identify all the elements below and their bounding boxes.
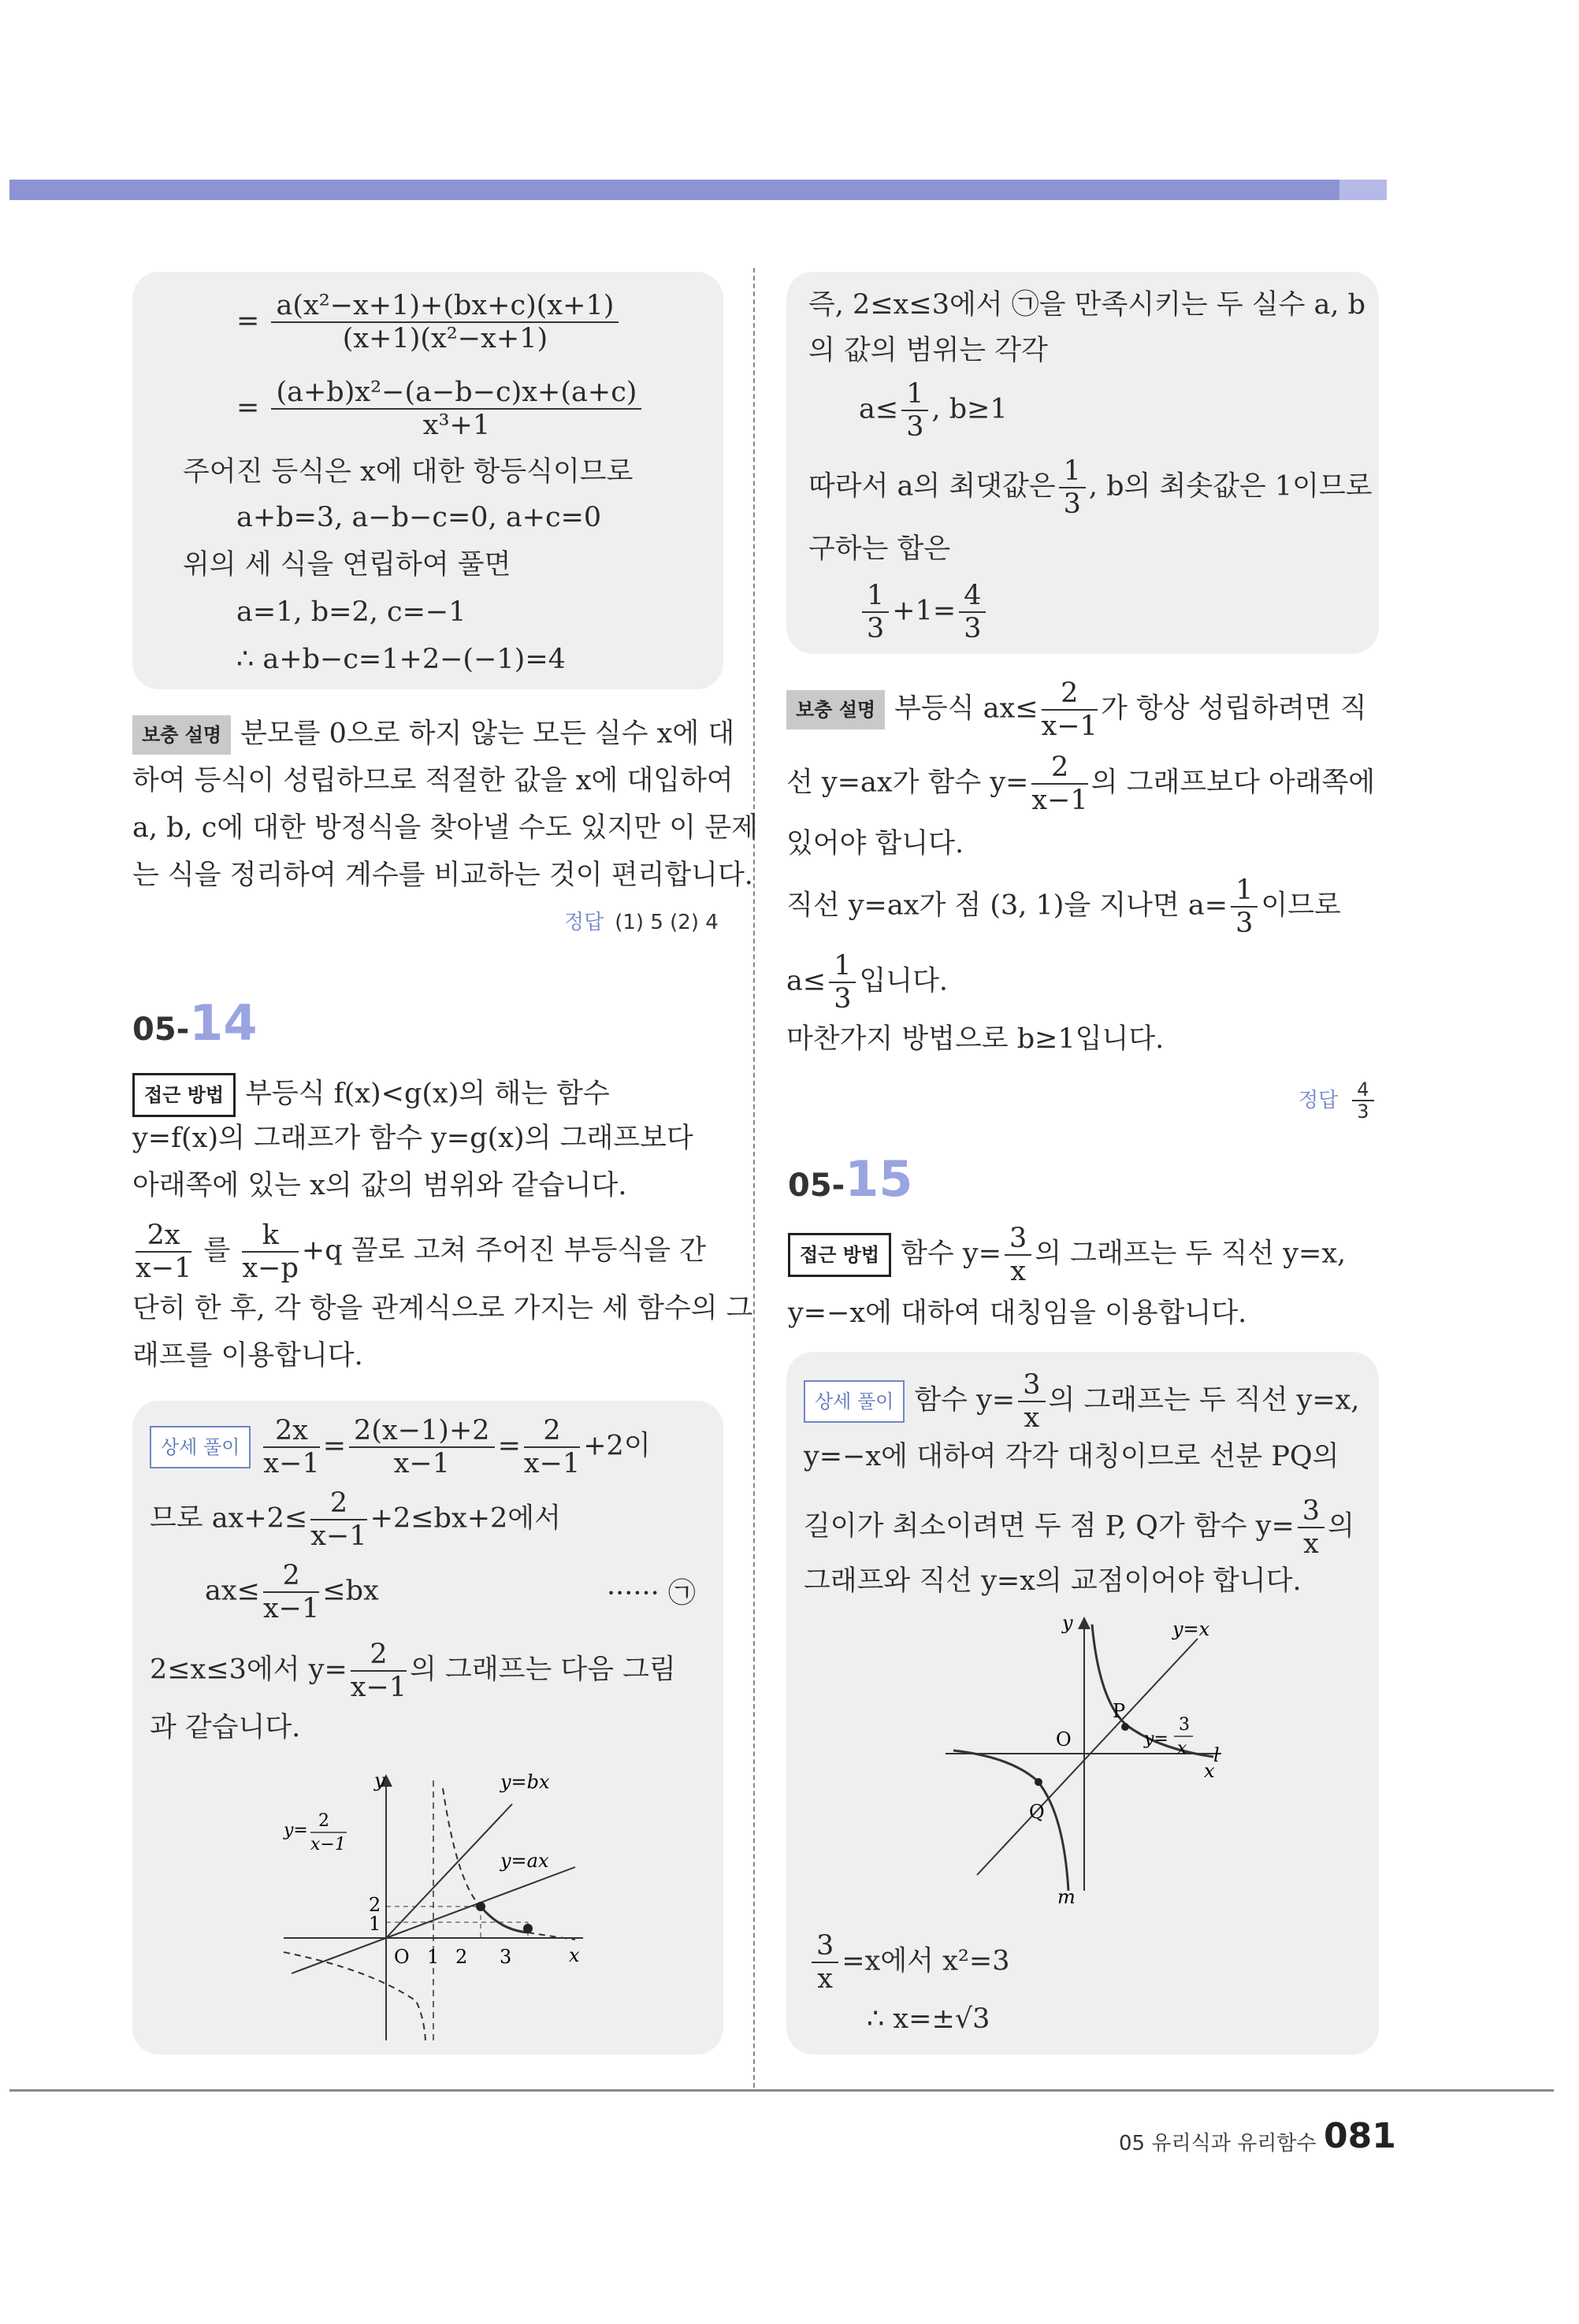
box2-line-3: a≤ $\frac{1}{3}$ , b≥1 bbox=[859, 378, 1008, 443]
approach15-line-2: y=−x에 대하여 대칭임을 이용합니다. bbox=[788, 1298, 1247, 1329]
supplement2-line-5: a≤ $\frac{1}{3}$ 입니다. bbox=[786, 950, 949, 1015]
equation-line-2: = $\frac{\text{(a+b)x²−(a−b−c)x+(a+c)}}{\text{x³+1}}$ bbox=[236, 377, 645, 441]
graph14-point-b bbox=[523, 1924, 533, 1933]
answer-14: 정답 $\frac{4}{3}$ bbox=[1298, 1079, 1377, 1122]
graph15-label-func-num: 3 bbox=[1179, 1715, 1190, 1735]
graph15-y-label: y bbox=[1062, 1612, 1073, 1634]
detail15-line-4: 그래프와 직선 y=x의 교점이어야 합니다. bbox=[804, 1565, 1302, 1597]
graph14-point-a bbox=[476, 1902, 485, 1911]
detail-line-5: 과 같습니다. bbox=[150, 1712, 301, 1743]
graph14-label-func-num: 2 bbox=[318, 1811, 329, 1831]
text-line: 주어진 등식은 x에 대한 항등식이므로 bbox=[183, 456, 633, 488]
graph15-label-l: l bbox=[1213, 1744, 1220, 1766]
equation-line-1: = $\frac{\text{a(x²−x+1)+(bx+c)(x+1)}}{\text{(x+1)(x²−x+1)}}$ bbox=[236, 290, 622, 355]
graph15-point-q bbox=[1035, 1778, 1042, 1786]
graph15-label-yx: y=x bbox=[1172, 1618, 1210, 1640]
equation-line: a+b=3, a−b−c=0, a+c=0 bbox=[236, 502, 602, 533]
box2-line-1: 즉, 2≤x≤3에서 ㉠을 만족시키는 두 실수 a, b bbox=[808, 289, 1366, 321]
graph-14 bbox=[276, 1765, 591, 2048]
supplement2-line-6: 마찬가지 방법으로 b≥1입니다. bbox=[786, 1023, 1165, 1055]
supplement2-tag: 보충 설명 bbox=[786, 690, 885, 729]
equation-reference: ······ ㉠ bbox=[607, 1578, 696, 1609]
approach-line-3: 아래쪽에 있는 x의 값의 범위와 같습니다. bbox=[132, 1170, 627, 1201]
detail-line-1: 상세 풀이 $\frac{2x}{x-1}$ = $\frac{2(x-1)+2}{x-1}$ = $\frac{2}{x-1}$ +2이 bbox=[150, 1415, 651, 1479]
supplement-line-2: 하여 등식이 성립하므로 적절한 값을 x에 대입하여 bbox=[132, 765, 734, 796]
answer-13: 정답 (1) 5 (2) 4 bbox=[564, 911, 719, 934]
detail15-line-1: 상세 풀이 함수 y= $\frac{3}{x}$ 의 그래프는 두 직선 y=x, bbox=[804, 1369, 1359, 1434]
box2-line-2: 의 값의 범위는 각각 bbox=[808, 335, 1048, 366]
detail15-line-2: y=−x에 대하여 각각 대칭이므로 선분 PQ의 bbox=[804, 1441, 1339, 1472]
supplement2-line-3: 있어야 합니다. bbox=[786, 828, 964, 859]
box2-line-4: 따라서 a의 최댓값은 $\frac{1}{3}$ , b의 최솟값은 1이므로 bbox=[808, 455, 1373, 520]
approach-line-2: y=f(x)의 그래프가 함수 y=g(x)의 그래프보다 bbox=[132, 1123, 693, 1154]
approach-line-6: 래프를 이용합니다. bbox=[132, 1340, 363, 1372]
supplement-line-4: 는 식을 정리하여 계수를 비교하는 것이 편리합니다. bbox=[132, 859, 753, 891]
graph14-label-func-pre: y= bbox=[284, 1821, 308, 1840]
graph14-tick-x2: 2 bbox=[455, 1946, 468, 1968]
graph15-x-label: x bbox=[1204, 1760, 1215, 1782]
graph15-label-m: m bbox=[1057, 1886, 1076, 1906]
graph-15 bbox=[938, 1607, 1253, 1906]
equation-line: a=1, b=2, c=−1 bbox=[236, 596, 466, 628]
graph14-tick-x3: 3 bbox=[500, 1946, 512, 1968]
graph14-tick-x1: 1 bbox=[427, 1946, 440, 1968]
detail15-tag: 상세 풀이 bbox=[804, 1380, 905, 1423]
box2-line-5: 구하는 합은 bbox=[808, 533, 951, 565]
detail15-line-3: 길이가 최소이려면 두 점 P, Q가 함수 y= $\frac{3}{x}$ 의 bbox=[804, 1495, 1354, 1560]
graph15-origin: O bbox=[1056, 1728, 1072, 1750]
footer-rule bbox=[9, 2089, 1554, 2092]
equation-line: ∴ a+b−c=1+2−(−1)=4 bbox=[236, 644, 566, 675]
column-divider bbox=[753, 268, 755, 2088]
graph14-x-label: x bbox=[569, 1944, 580, 1966]
approach-line-1: 접근 방법 부등식 f(x)<g(x)의 해는 함수 bbox=[132, 1073, 610, 1117]
approach-line-5: 단히 한 후, 각 항을 관계식으로 가지는 세 함수의 그 bbox=[132, 1293, 753, 1324]
detail-line-4: 2≤x≤3에서 y= $\frac{2}{x-1}$ 의 그래프는 다음 그림 bbox=[150, 1639, 676, 1703]
graph14-tick-y1: 1 bbox=[369, 1913, 381, 1935]
page-number: 081 bbox=[1324, 2116, 1396, 2156]
approach-line-4: $\frac{2x}{x-1}$ 를 $\frac{k}{x-p}$ +q 꼴로 고쳐 주어진 부등식을 간 bbox=[136, 1220, 707, 1284]
header-band bbox=[9, 180, 1384, 200]
supplement2-line-4: 직선 y=ax가 점 (3, 1)을 지나면 a= $\frac{1}{3}$ 이므로 bbox=[786, 874, 1341, 939]
footer-chapter: 05 유리식과 유리함수 bbox=[1119, 2132, 1317, 2155]
box2-line-6: $\frac{1}{3}$ +1= $\frac{4}{3}$ bbox=[859, 580, 989, 644]
supplement2-line-1: 보충 설명 부등식 ax≤ $\frac{2}{x-1}$ 가 항상 성립하려면 직 bbox=[786, 678, 1367, 742]
graph15-label-func-pre: y= bbox=[1144, 1729, 1168, 1749]
approach15-tag: 접근 방법 bbox=[788, 1233, 891, 1277]
text-line: 위의 세 식을 연립하여 풀면 bbox=[183, 549, 511, 581]
problem-number-14: 05-14 bbox=[132, 994, 258, 1052]
detail-line-2: 므로 ax+2≤ $\frac{2}{x-1}$ +2≤bx+2에서 bbox=[150, 1487, 561, 1552]
header-band-end bbox=[1339, 180, 1387, 200]
supplement-tag: 보충 설명 bbox=[132, 715, 231, 755]
supplement-line-3: a, b, c에 대한 방정식을 찾아낼 수도 있지만 이 문제 bbox=[132, 812, 758, 844]
supplement2-line-2: 선 y=ax가 함수 y= $\frac{2}{x-1}$ 의 그래프보다 아래쪽에 bbox=[786, 752, 1376, 816]
graph14-tick-y2: 2 bbox=[369, 1894, 381, 1916]
approach-tag: 접근 방법 bbox=[132, 1073, 236, 1117]
supplement-line-1: 보충 설명 분모를 0으로 하지 않는 모든 실수 x에 대 bbox=[132, 715, 734, 755]
approach15-line-1: 접근 방법 함수 y= $\frac{3}{x}$ 의 그래프는 두 직선 y=x, bbox=[788, 1223, 1346, 1287]
graph14-label-yax: y=ax bbox=[500, 1850, 549, 1872]
graph14-label-func-den: x−1 bbox=[310, 1835, 346, 1854]
graph15-point-p bbox=[1121, 1723, 1129, 1731]
detail15-eq-2: ∴ x=±√3 bbox=[867, 2003, 990, 2035]
graph15-label-p: P bbox=[1113, 1700, 1126, 1722]
detail15-eq-1: $\frac{3}{x}$ =x에서 x²=3 bbox=[808, 1930, 1009, 1995]
graph14-label-ybx: y=bx bbox=[500, 1771, 550, 1793]
detail-tag: 상세 풀이 bbox=[150, 1426, 251, 1468]
detail-line-3: ax≤ $\frac{2}{x-1}$ ≤bx bbox=[205, 1560, 379, 1624]
graph14-origin: O bbox=[394, 1946, 410, 1968]
problem-number-15: 05-15 bbox=[788, 1150, 913, 1208]
graph15-label-func-den: x bbox=[1177, 1739, 1187, 1758]
graph14-y-label: y bbox=[374, 1769, 385, 1791]
graph15-label-q: Q bbox=[1029, 1801, 1045, 1823]
